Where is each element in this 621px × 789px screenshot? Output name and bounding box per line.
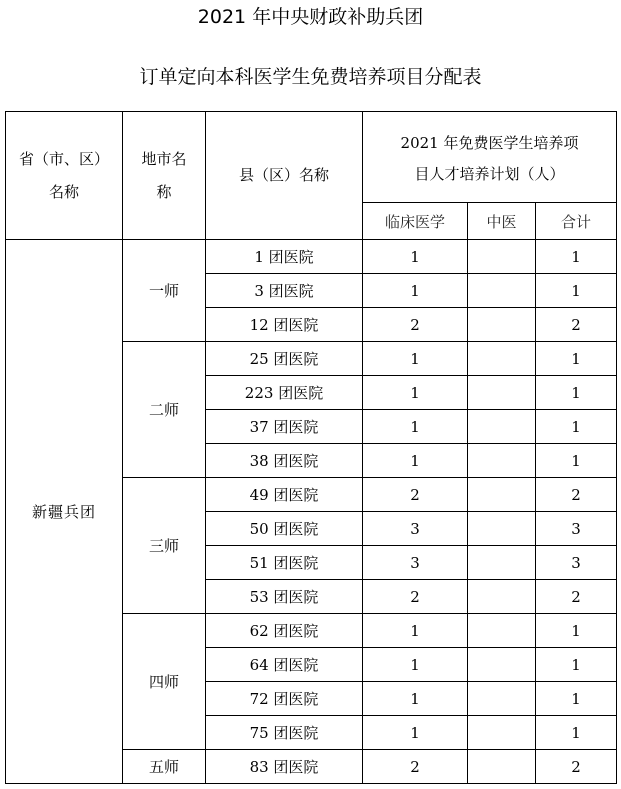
- clinical-cell: 1: [363, 410, 468, 444]
- header-plan: [363, 112, 617, 203]
- header-plan-line2: 目人才培养计划（人）: [414, 165, 565, 183]
- total-cell: 2: [536, 308, 617, 342]
- tcm-cell: [468, 478, 536, 512]
- header-province-line1: 省（市、区）: [18, 149, 109, 168]
- total-cell: 1: [536, 614, 617, 648]
- header-total: 合计: [536, 203, 617, 240]
- total-cell: 1: [536, 274, 617, 308]
- total-cell: 1: [536, 648, 617, 682]
- hospital-cell: 62 团医院: [206, 614, 363, 648]
- hospital-cell: 3 团医院: [206, 274, 363, 308]
- hospital-cell: 51 团医院: [206, 546, 363, 580]
- tcm-cell: [468, 376, 536, 410]
- tcm-cell: [468, 750, 536, 784]
- tcm-cell: [468, 580, 536, 614]
- hospital-cell: 50 团医院: [206, 512, 363, 546]
- total-cell: 2: [536, 478, 617, 512]
- hospital-cell: 1 团医院: [206, 240, 363, 274]
- total-cell: 1: [536, 444, 617, 478]
- hospital-cell: 49 团医院: [206, 478, 363, 512]
- clinical-cell: 1: [363, 682, 468, 716]
- total-cell: 1: [536, 682, 617, 716]
- total-cell: 3: [536, 512, 617, 546]
- hospital-cell: 38 团医院: [206, 444, 363, 478]
- tcm-cell: [468, 274, 536, 308]
- header-county: [206, 112, 363, 240]
- tcm-cell: [468, 546, 536, 580]
- tcm-cell: [468, 342, 536, 376]
- total-cell: 1: [536, 342, 617, 376]
- tcm-cell: [468, 512, 536, 546]
- clinical-cell: 1: [363, 614, 468, 648]
- tcm-cell: [468, 410, 536, 444]
- total-cell: 1: [536, 376, 617, 410]
- document-title-line2: 订单定向本科医学生免费培养项目分配表: [139, 66, 482, 88]
- hospital-cell: 37 团医院: [206, 410, 363, 444]
- clinical-cell: 1: [363, 444, 468, 478]
- province-cell: 新疆兵团: [6, 240, 123, 784]
- total-cell: 2: [536, 750, 617, 784]
- header-county-label: 县（区）名称: [238, 166, 329, 184]
- hospital-cell: 223 团医院: [206, 376, 363, 410]
- header-province: [6, 112, 123, 240]
- hospital-cell: 75 团医院: [206, 716, 363, 750]
- clinical-cell: 2: [363, 478, 468, 512]
- division-cell: 二师: [123, 342, 206, 478]
- tcm-cell: [468, 648, 536, 682]
- clinical-cell: 2: [363, 580, 468, 614]
- hospital-cell: 25 团医院: [206, 342, 363, 376]
- hospital-cell: 64 团医院: [206, 648, 363, 682]
- header-province-line2: 名称: [48, 182, 79, 201]
- header-city-line1: 地市名: [141, 149, 187, 168]
- clinical-cell: 1: [363, 716, 468, 750]
- header-city-line2: 称: [156, 182, 172, 201]
- tcm-cell: [468, 716, 536, 750]
- tcm-cell: [468, 444, 536, 478]
- document-title-line1: 2021 年中央财政补助兵团: [197, 6, 424, 28]
- allocation-table: [5, 111, 617, 784]
- division-cell: 三师: [123, 478, 206, 614]
- header-tcm: 中医: [468, 203, 536, 240]
- total-cell: 1: [536, 410, 617, 444]
- clinical-cell: 1: [363, 648, 468, 682]
- clinical-cell: 1: [363, 342, 468, 376]
- clinical-cell: 2: [363, 750, 468, 784]
- clinical-cell: 3: [363, 546, 468, 580]
- tcm-cell: [468, 614, 536, 648]
- total-cell: 1: [536, 240, 617, 274]
- clinical-cell: 1: [363, 376, 468, 410]
- header-city: [123, 112, 206, 240]
- tcm-cell: [468, 240, 536, 274]
- total-cell: 1: [536, 716, 617, 750]
- clinical-cell: 3: [363, 512, 468, 546]
- table-row: [6, 240, 617, 274]
- hospital-cell: 53 团医院: [206, 580, 363, 614]
- total-cell: 3: [536, 546, 617, 580]
- header-row-1: [6, 112, 617, 203]
- clinical-cell: 1: [363, 240, 468, 274]
- division-cell: 五师: [123, 750, 206, 784]
- clinical-cell: 2: [363, 308, 468, 342]
- clinical-cell: 1: [363, 274, 468, 308]
- hospital-cell: 72 团医院: [206, 682, 363, 716]
- tcm-cell: [468, 308, 536, 342]
- header-clinical: 临床医学: [363, 203, 468, 240]
- division-cell: 一师: [123, 240, 206, 342]
- division-cell: 四师: [123, 614, 206, 750]
- hospital-cell: 12 团医院: [206, 308, 363, 342]
- tcm-cell: [468, 682, 536, 716]
- header-plan-line1: 2021 年免费医学生培养项: [400, 134, 579, 152]
- total-cell: 2: [536, 580, 617, 614]
- hospital-cell: 83 团医院: [206, 750, 363, 784]
